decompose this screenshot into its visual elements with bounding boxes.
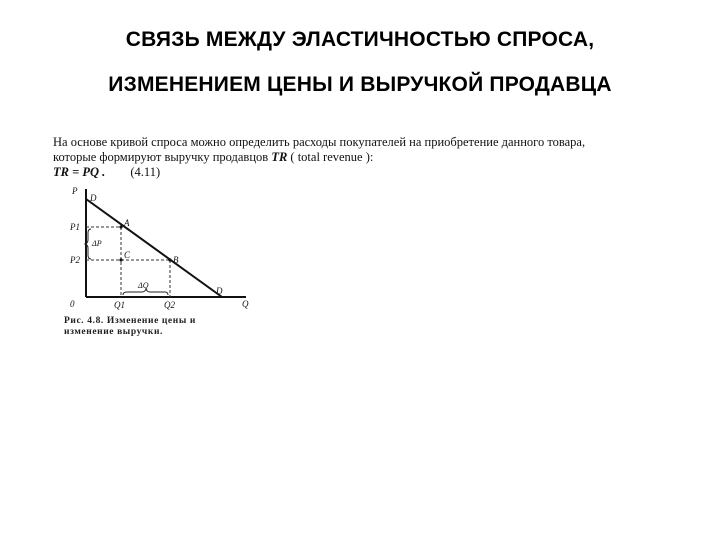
demand-curve-figure xyxy=(60,183,260,313)
caption-line-1: Рис. 4.8. Изменение цены и xyxy=(64,316,196,326)
q-axis-label: Q xyxy=(242,299,249,309)
p2-label: P2 xyxy=(70,255,80,265)
origin-label: 0 xyxy=(70,299,75,309)
slide-title-line-1: СВЯЗЬ МЕЖДУ ЭЛАСТИЧНОСТЬЮ СПРОСА, xyxy=(125,28,595,51)
formula-number: (4.11) xyxy=(130,165,161,179)
point-b xyxy=(168,258,171,261)
body-text-line-1: На основе кривой спроса можно определить расходы покупателей на приобретение данного товара, xyxy=(53,135,586,149)
point-a xyxy=(119,225,122,228)
caption-line-2: изменение выручки. xyxy=(64,327,164,337)
formula: TR = PQ . xyxy=(53,165,106,179)
figure-caption xyxy=(64,316,254,338)
demand-line xyxy=(86,199,222,297)
formula-line xyxy=(53,165,160,180)
q1-label: Q1 xyxy=(114,300,125,310)
slide-title-line-2: ИЗМЕНЕНИЕМ ЦЕНЫ И ВЫРУЧКОЙ ПРОДАВЦА xyxy=(108,73,612,96)
body-text-line-2 xyxy=(53,150,673,165)
d-top-label: D xyxy=(90,193,97,203)
point-c xyxy=(119,258,122,261)
delta-p-label: ΔP xyxy=(92,239,102,248)
tr-symbol: TR xyxy=(271,150,288,164)
q2-label: Q2 xyxy=(164,300,175,310)
delta-q-label: ΔQ xyxy=(138,281,149,290)
body-text-line-2-end: ( total revenue ): xyxy=(287,150,374,164)
p1-label: P1 xyxy=(70,222,80,232)
p-axis-label: P xyxy=(72,186,78,196)
a-label: A xyxy=(124,218,130,228)
c-label: C xyxy=(124,250,131,260)
b-label: B xyxy=(173,255,179,265)
d-bottom-label: D xyxy=(216,286,223,296)
body-text-line-2-start: которые формируют выручку продавцов xyxy=(53,150,272,164)
